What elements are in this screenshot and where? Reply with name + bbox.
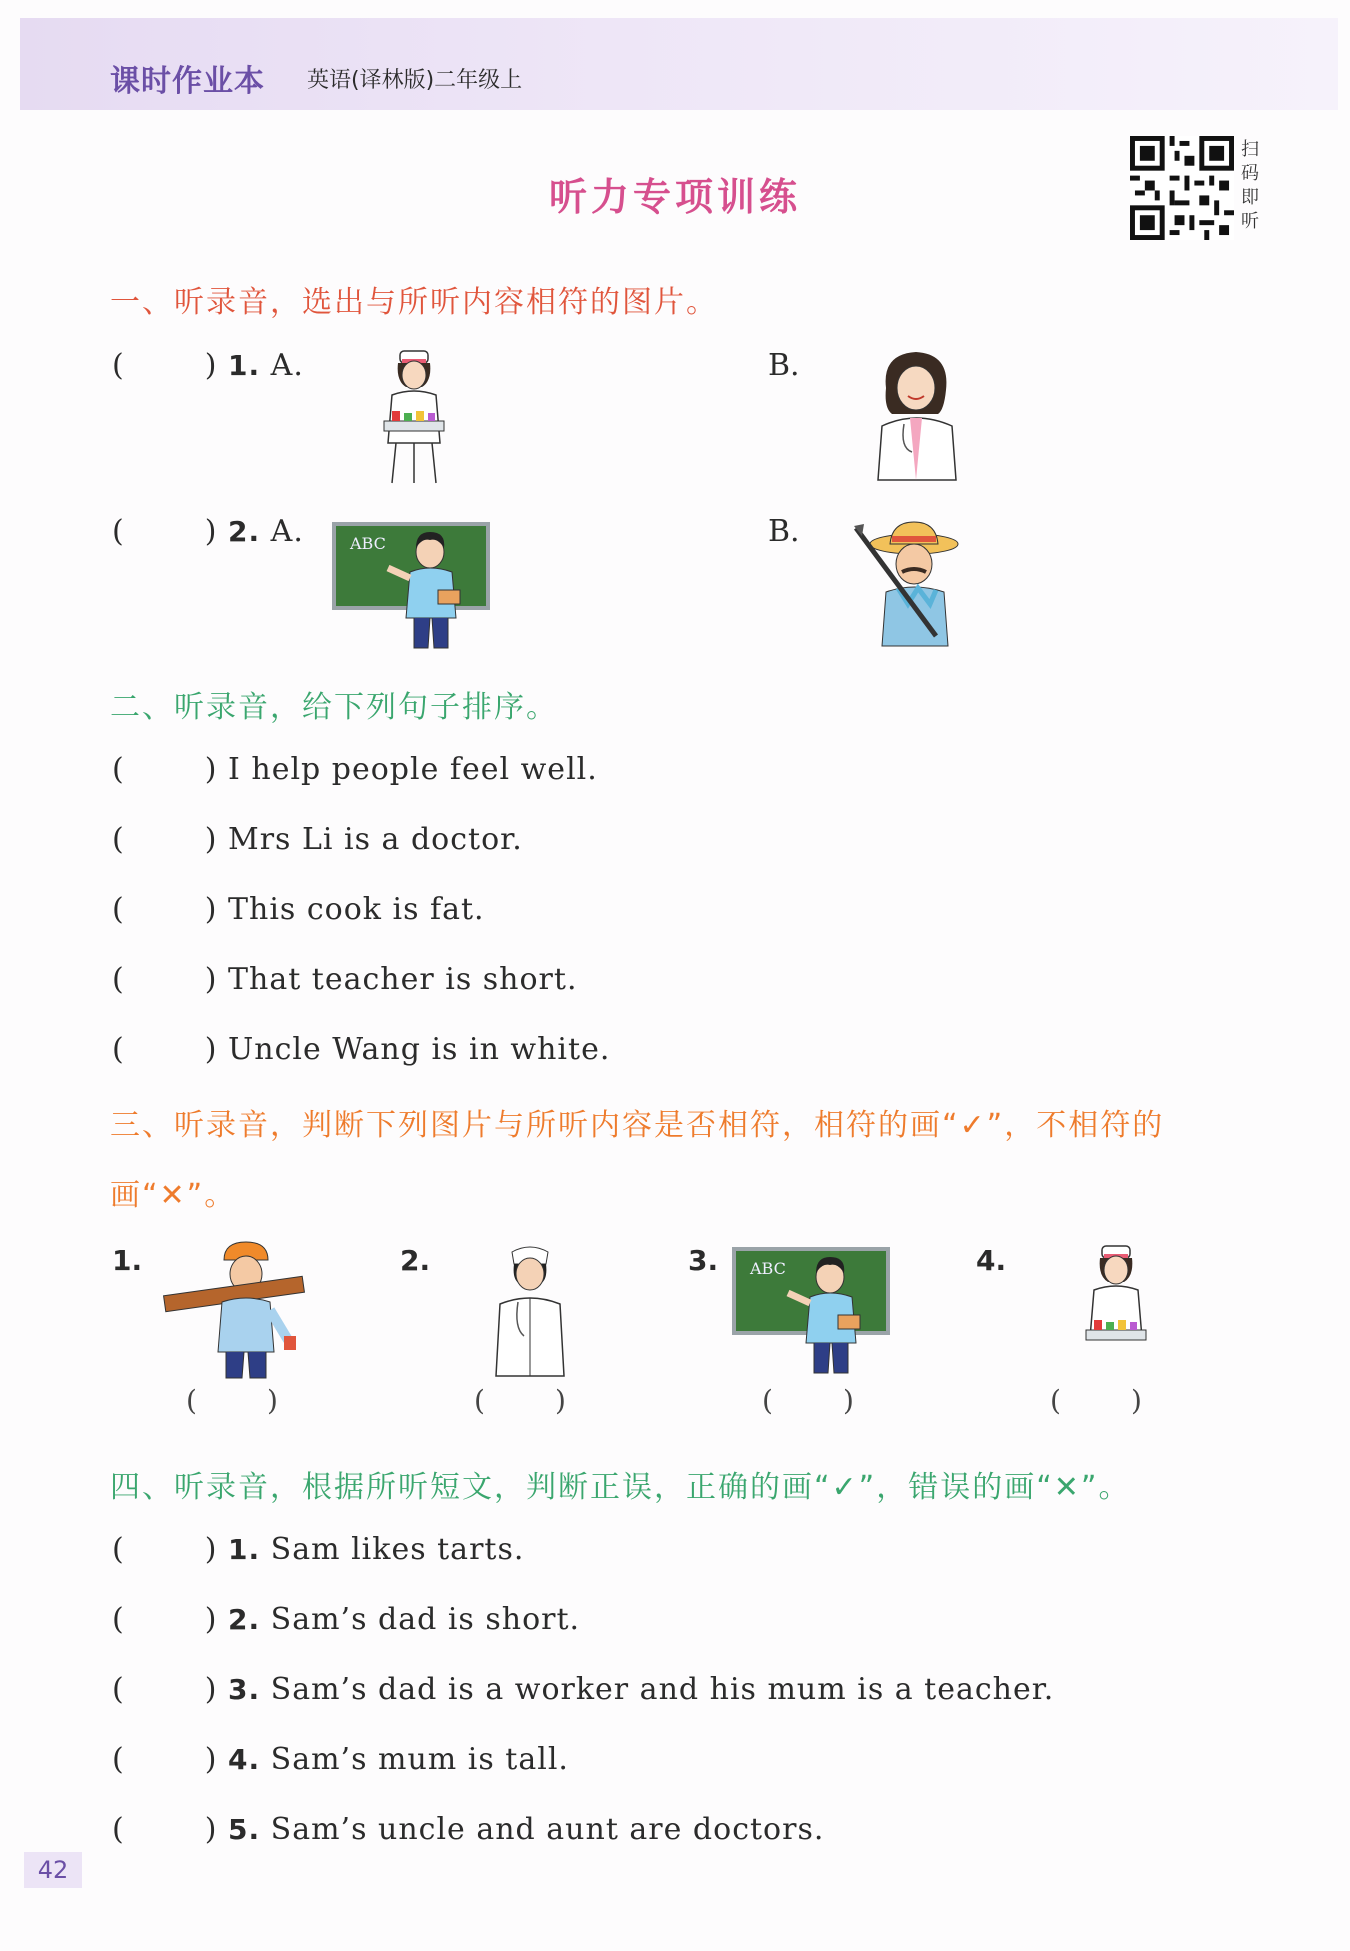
s4-statement-4 — [112, 1742, 569, 1777]
qr-label — [1238, 138, 1262, 234]
section3-heading-line2: 画“✕”。 — [110, 1178, 237, 1213]
doctor-man-picture[interactable] — [480, 1240, 580, 1380]
s1-item-2 — [112, 514, 304, 549]
section3-heading-line1: 三、听录音，判断下列图片与所听内容是否相符，相符的画“✓”，不相符的 — [110, 1108, 1165, 1143]
qr-char: 扫 — [1241, 139, 1259, 160]
nurse-picture[interactable] — [362, 345, 462, 485]
answer-blank[interactable]: ( ) — [112, 1032, 218, 1067]
answer-blank[interactable]: ( ) — [112, 752, 218, 787]
page-title: 听力专项训练 — [548, 175, 801, 219]
teacher-blackboard-picture[interactable] — [330, 520, 493, 650]
s2-sentence-3 — [112, 892, 485, 927]
item-number: 1. — [227, 349, 261, 382]
s1-item-2-option-b: B. — [768, 514, 800, 549]
section4-heading: 四、听录音，根据所听短文，判断正误，正确的画“✓”，错误的画“✕”。 — [110, 1470, 1131, 1505]
answer-blank[interactable]: ( ) — [112, 1532, 218, 1567]
s3-answer-blank-1[interactable]: ( ) — [186, 1384, 278, 1417]
s1-item-1 — [112, 348, 304, 383]
qr-code-icon[interactable] — [1130, 136, 1234, 240]
answer-blank[interactable]: ( ) — [112, 822, 218, 857]
qr-char: 即 — [1241, 187, 1259, 208]
answer-blank[interactable]: ( ) — [112, 348, 218, 383]
statement-text: Sam’s dad is short. — [270, 1602, 581, 1637]
s2-sentence-5 — [112, 1032, 610, 1067]
sentence-text: That teacher is short. — [227, 962, 578, 997]
s2-sentence-1 — [112, 752, 598, 787]
item-number: 2. — [227, 1603, 261, 1636]
statement-text: Sam’s dad is a worker and his mum is a teacher. — [270, 1672, 1055, 1707]
doctor-woman-picture[interactable] — [860, 348, 970, 483]
page-number: 42 — [24, 1852, 82, 1888]
blackboard-text: ABC — [350, 534, 386, 553]
book-subtitle: 英语(译林版)二年级上 — [307, 68, 523, 93]
section2-heading: 二、听录音，给下列句子排序。 — [110, 690, 558, 725]
item-number: 3. — [227, 1673, 261, 1706]
s3-answer-blank-4[interactable]: ( ) — [1050, 1384, 1142, 1417]
sentence-text: I help people feel well. — [227, 752, 598, 787]
answer-blank[interactable]: ( ) — [112, 514, 218, 549]
s2-sentence-4 — [112, 962, 577, 997]
answer-blank[interactable]: ( ) — [112, 892, 218, 927]
statement-text: Sam’s uncle and aunt are doctors. — [270, 1812, 825, 1847]
s2-sentence-2 — [112, 822, 523, 857]
answer-blank[interactable]: ( ) — [112, 1812, 218, 1847]
s3-item-number: 4. — [976, 1244, 1007, 1277]
answer-blank[interactable]: ( ) — [112, 1602, 218, 1637]
s3-item-number: 3. — [688, 1244, 719, 1277]
s4-statement-2 — [112, 1602, 580, 1637]
answer-blank[interactable]: ( ) — [112, 962, 218, 997]
item-number: 1. — [227, 1533, 261, 1566]
sentence-text: This cook is fat. — [227, 892, 485, 927]
sentence-text: Mrs Li is a doctor. — [227, 822, 523, 857]
teacher-blackboard-picture[interactable] — [730, 1245, 893, 1375]
item-number: 2. — [227, 515, 261, 548]
s3-answer-blank-2[interactable]: ( ) — [474, 1384, 566, 1417]
s3-answer-blank-3[interactable]: ( ) — [762, 1384, 854, 1417]
option-a-label: A. — [270, 514, 304, 549]
s4-statement-1 — [112, 1532, 524, 1567]
blackboard-text: ABC — [750, 1259, 786, 1278]
answer-blank[interactable]: ( ) — [112, 1742, 218, 1777]
worker-picture[interactable] — [160, 1240, 308, 1380]
qr-char: 听 — [1241, 211, 1259, 232]
farmer-picture[interactable] — [852, 518, 964, 648]
qr-char: 码 — [1241, 163, 1259, 184]
nurse-picture[interactable] — [1064, 1240, 1164, 1380]
s3-item-number: 2. — [400, 1244, 431, 1277]
option-a-label: A. — [270, 348, 304, 383]
section1-heading: 一、听录音，选出与所听内容相符的图片。 — [110, 285, 718, 320]
brand-title: 课时作业本 — [110, 64, 265, 99]
s4-statement-3 — [112, 1672, 1054, 1707]
item-number: 4. — [227, 1743, 261, 1776]
statement-text: Sam likes tarts. — [270, 1532, 525, 1567]
statement-text: Sam’s mum is tall. — [270, 1742, 569, 1777]
s3-item-number: 1. — [112, 1244, 143, 1277]
sentence-text: Uncle Wang is in white. — [227, 1032, 611, 1067]
s1-item-1-option-b: B. — [768, 348, 800, 383]
answer-blank[interactable]: ( ) — [112, 1672, 218, 1707]
s4-statement-5 — [112, 1812, 824, 1847]
item-number: 5. — [227, 1813, 261, 1846]
